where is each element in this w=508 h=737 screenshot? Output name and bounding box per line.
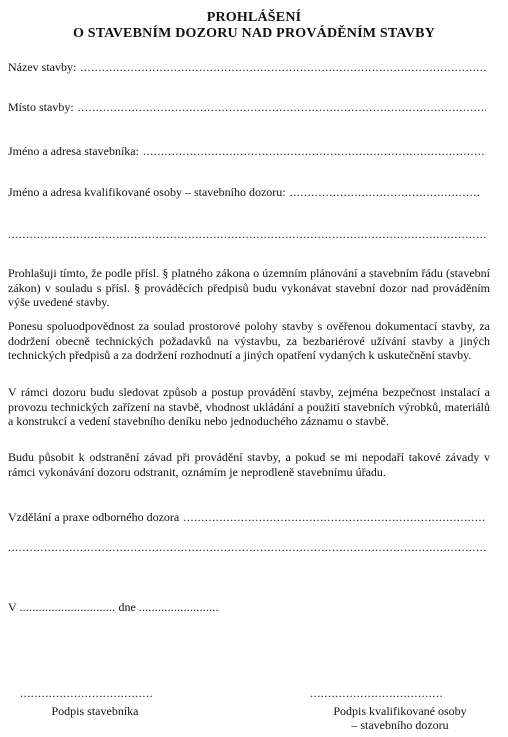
building-location-fill-line[interactable] — [78, 100, 486, 114]
building-name-fill-line[interactable] — [80, 60, 486, 74]
builder-field[interactable] — [8, 142, 486, 158]
supervisor-label: Jméno a adresa kvalifikované osoby – stavebního dozoru: — [8, 185, 286, 199]
supervisor-extra-fill-line[interactable] — [8, 227, 486, 241]
form-title: PROHLÁŠENÍ — [206, 10, 302, 25]
building-name-label: Název stavby: — [8, 60, 77, 74]
date-prefix: dne — [118, 600, 136, 614]
supervisor-signature-label-line1: Podpis kvalifikované osoby — [333, 704, 467, 718]
supervisor-field[interactable] — [8, 183, 480, 199]
date-fill-line[interactable]: ......................... — [138, 600, 219, 614]
place-date-line — [8, 600, 219, 614]
place-fill-line[interactable]: .............................. — [19, 600, 116, 614]
supervisor-signature-label-line2: – stavebního dozoru — [351, 718, 449, 732]
supervisor-signature-label — [300, 704, 500, 732]
paragraph-declaration: Prohlašuji tímto, že podle přísl. § platného zákona o územním plánování a stavebním řádu (stavební zákon) v souladu s přísl. § prováděcích předpisů budu vykonávat stavební dozor nad prováděním výše uvedené stavby. — [8, 266, 490, 309]
supervisor-signature-line[interactable]: ..................................... — [310, 686, 444, 700]
paragraph-responsibility: Ponesu spoluodpovědnost za soulad prostorové polohy stavby s ověřenou dokumentací stavby, za dodržení obecně technických požadavků na výstavbu, za bezbariérové užívání stavby a jiných technických předpisů a za dodržení rozhodnutí a jiných opatření vydaných k uskutečnění stavby. — [8, 319, 490, 362]
builder-signature-line[interactable]: ..................................... — [20, 686, 154, 700]
supervisor-extra-field[interactable] — [8, 225, 486, 241]
supervisor-fill-line[interactable] — [290, 185, 480, 199]
place-prefix: V — [8, 600, 17, 614]
education-fill-line[interactable] — [183, 510, 486, 524]
education-label: Vzdělání a praxe odborného dozora — [8, 510, 180, 524]
building-location-field[interactable] — [8, 98, 486, 114]
form-subtitle: O STAVEBNÍM DOZORU NAD PROVÁDĚNÍM STAVBY — [72, 26, 436, 41]
building-location-label: Místo stavby: — [8, 100, 74, 114]
education-extra-field[interactable] — [8, 538, 486, 554]
building-name-field[interactable] — [8, 58, 486, 74]
builder-fill-line[interactable] — [143, 144, 486, 158]
paragraph-defects: Budu působit k odstranění závad při provádění stavby, a pokud se mi nepodaří takové závady v rámci vykonávání dozoru odstranit, oznámím je neprodleně stavebnímu úřadu. — [8, 450, 490, 479]
education-extra-fill-line[interactable] — [8, 540, 486, 554]
paragraph-supervision-scope: V rámci dozoru budu sledovat způsob a postup provádění stavby, zejména bezpečnost instalací a provozu technických zařízení na stavbě, vhodnost ukládání a použití stavebních výrobků, materiálů a konstrukcí a vedení stavebního deníku nebo jednoduchého záznamu o stavbě. — [8, 385, 490, 428]
builder-label: Jméno a adresa stavebníka: — [8, 144, 139, 158]
education-field[interactable] — [8, 508, 486, 524]
builder-signature-label: Podpis stavebníka — [51, 704, 139, 718]
